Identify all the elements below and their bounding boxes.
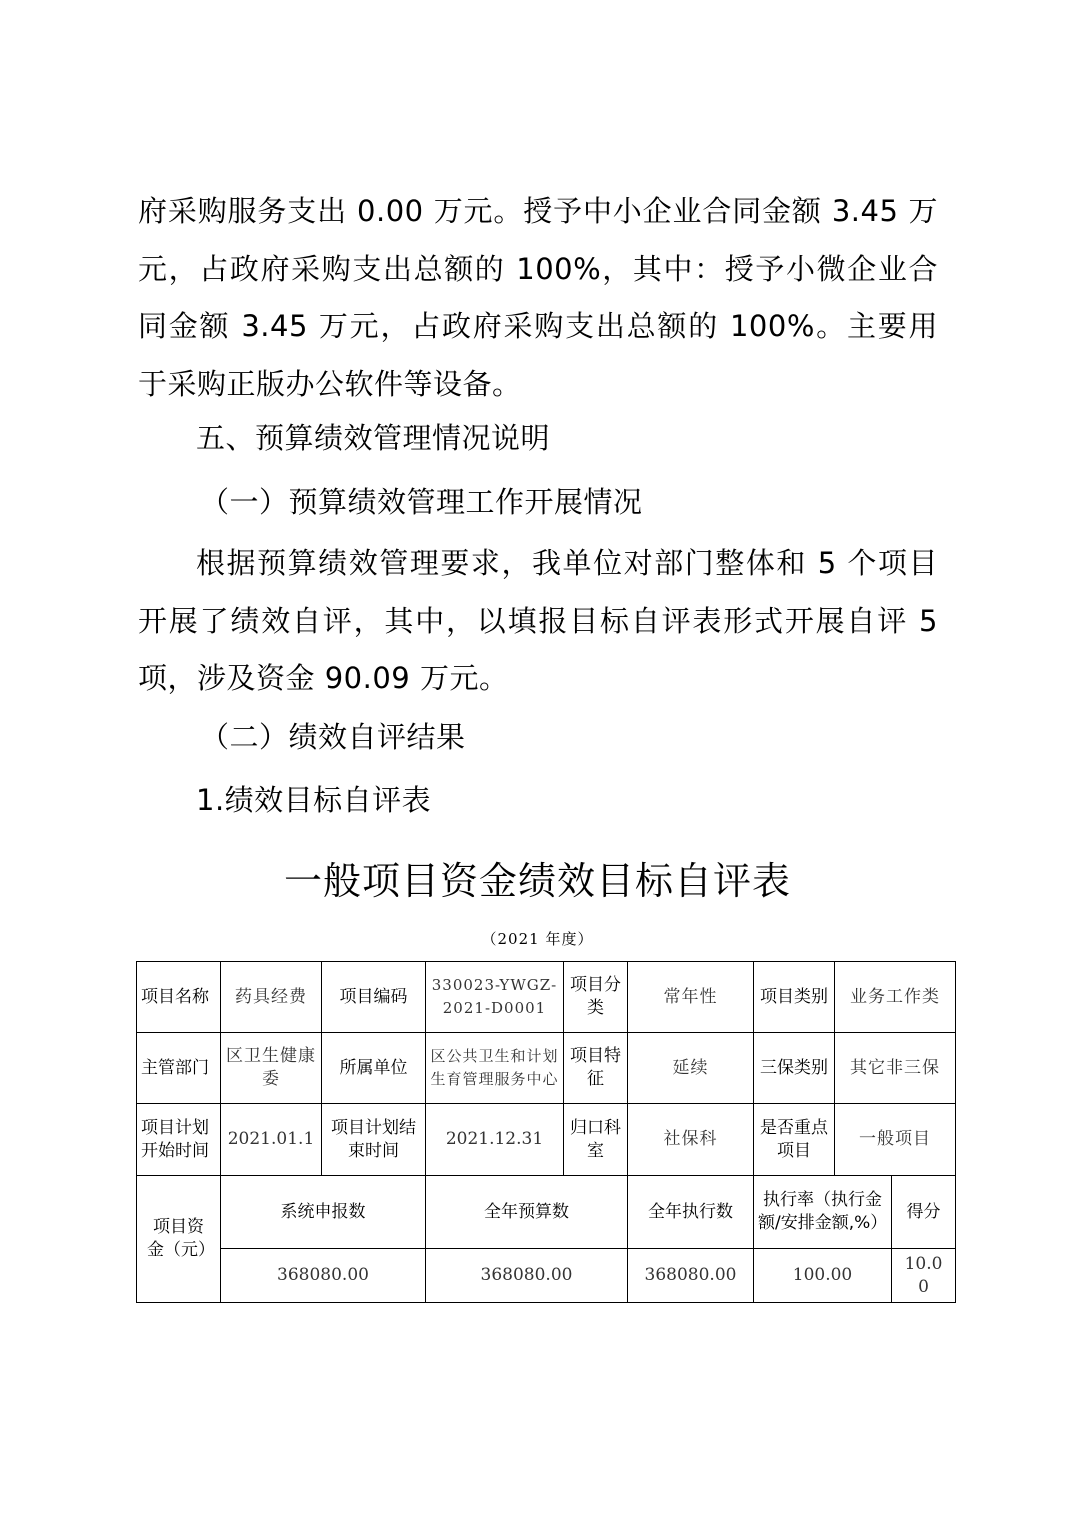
rate-value: 100.00 — [754, 1249, 892, 1303]
key-project-label: 是否重点项目 — [754, 1104, 835, 1176]
project-code-value: 330023-YWGZ-2021-D0001 — [426, 962, 564, 1033]
table-title: 一般项目资金绩效目标自评表 — [283, 859, 791, 903]
start-time-label: 项目计划开始时间 — [137, 1104, 221, 1176]
declared-value: 368080.00 — [221, 1249, 426, 1303]
project-category-label: 项目分类 — [564, 962, 628, 1033]
project-type-value: 业务工作类 — [835, 962, 956, 1033]
table-row — [137, 1033, 956, 1104]
executed-value: 368080.00 — [628, 1249, 754, 1303]
table-row — [137, 1249, 956, 1303]
score-value: 10.00 — [892, 1249, 956, 1303]
key-project-value: 一般项目 — [835, 1104, 956, 1176]
col-executed-header: 全年执行数 — [628, 1176, 754, 1249]
project-name-value: 药具经费 — [221, 962, 322, 1033]
table-row — [137, 1176, 956, 1249]
heading-item-one: 1.绩效目标自评表 — [196, 783, 432, 817]
dept-value: 区卫生健康委 — [221, 1033, 322, 1104]
start-time-value: 2021.01.1 — [221, 1104, 322, 1176]
end-time-label: 项目计划结束时间 — [322, 1104, 426, 1176]
project-type-label: 项目类别 — [754, 962, 835, 1033]
evaluation-table — [136, 961, 956, 1303]
end-time-value: 2021.12.31 — [426, 1104, 564, 1176]
feature-label: 项目特征 — [564, 1033, 628, 1104]
heading-section-five: 五、预算绩效管理情况说明 — [196, 421, 551, 455]
col-declared-header: 系统申报数 — [221, 1176, 426, 1249]
office-value: 社保科 — [628, 1104, 754, 1176]
col-score-header: 得分 — [892, 1176, 956, 1249]
col-budget-header: 全年预算数 — [426, 1176, 628, 1249]
paragraph-procurement: 府采购服务支出 0.00 万元。授予中小企业合同金额 3.45 万元，占政府采购支出总额的 100%，其中：授予小微企业合同金额 3.45 万元，占政府采购支出总额的 100%。主要用于采购正版办公软件等设备。 — [138, 194, 938, 401]
funds-label: 项目资金（元） — [137, 1176, 221, 1303]
sanbao-label: 三保类别 — [754, 1033, 835, 1104]
heading-subsection-one: （一）预算绩效管理工作开展情况 — [200, 485, 643, 519]
project-code-label: 项目编码 — [322, 962, 426, 1033]
feature-value: 延续 — [628, 1033, 754, 1104]
paragraph-self-evaluation: 根据预算绩效管理要求，我单位对部门整体和 5 个项目开展了绩效自评，其中，以填报目标自评表形式开展自评 5 项，涉及资金 90.09 万元。 — [138, 546, 938, 695]
table-row — [137, 1104, 956, 1176]
sanbao-value: 其它非三保 — [835, 1033, 956, 1104]
project-category-value: 常年性 — [628, 962, 754, 1033]
heading-subsection-two: （二）绩效自评结果 — [200, 720, 466, 754]
project-name-label: 项目名称 — [137, 962, 221, 1033]
budget-value: 368080.00 — [426, 1249, 628, 1303]
table-year: （2021 年度） — [481, 930, 594, 948]
unit-label: 所属单位 — [322, 1033, 426, 1104]
table-row — [137, 962, 956, 1033]
unit-value: 区公共卫生和计划生育管理服务中心 — [426, 1033, 564, 1104]
col-rate-header: 执行率（执行金额/安排金额,%） — [754, 1176, 892, 1249]
office-label: 归口科室 — [564, 1104, 628, 1176]
dept-label: 主管部门 — [137, 1033, 221, 1104]
